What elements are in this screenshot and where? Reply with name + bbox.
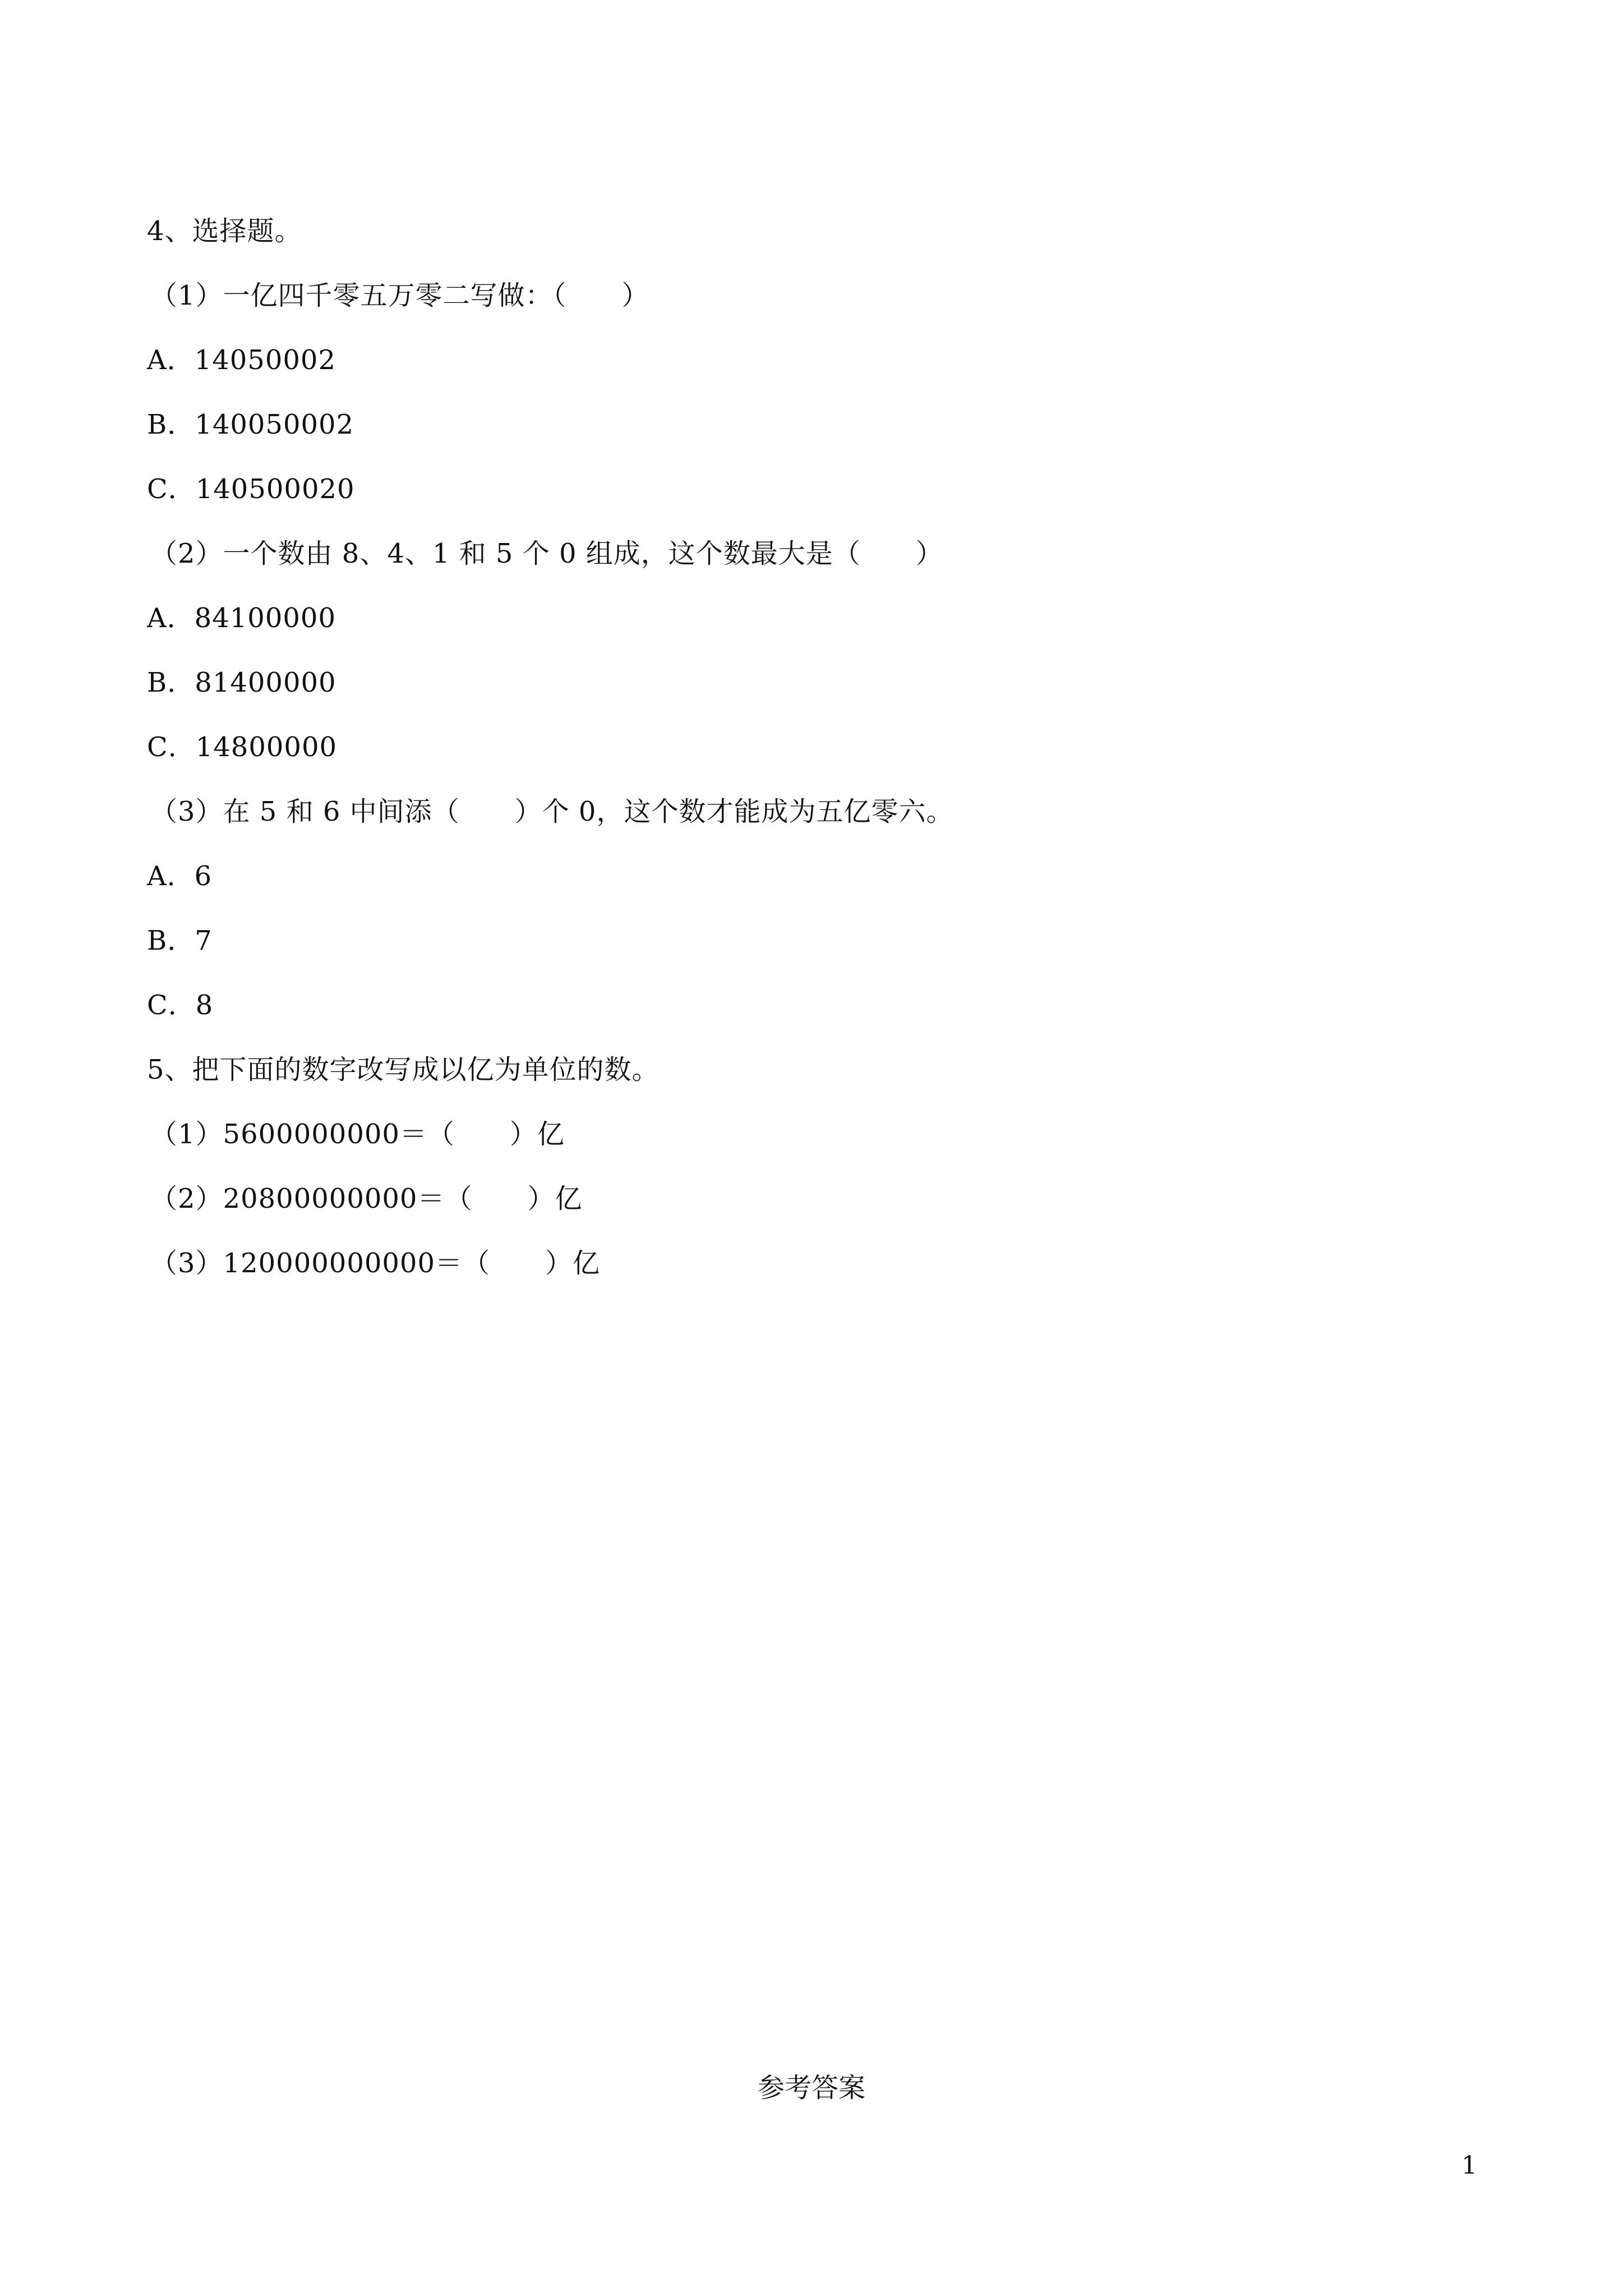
- option-4-3-c: C．8: [147, 990, 214, 1021]
- section-5-title: 5、把下面的数字改写成以亿为单位的数。: [147, 1054, 660, 1085]
- question-4-2-stem: （2）一个数由 8、4、1 和 5 个 0 组成，这个数最大是（ ）: [150, 538, 943, 569]
- question-5-1: （1）5600000000＝（ ）亿: [150, 1119, 565, 1150]
- option-4-1-c: C．140500020: [147, 473, 355, 505]
- option-4-2-a: A．84100000: [147, 602, 336, 634]
- question-4-3-stem: （3）在 5 和 6 中间添（ ）个 0，这个数才能成为五亿零六。: [150, 796, 954, 827]
- option-4-3-a: A．6: [147, 861, 213, 892]
- option-4-1-a: A．14050002: [147, 344, 336, 376]
- section-4-title: 4、选择题。: [147, 215, 302, 247]
- answer-section-title: 参考答案: [757, 2072, 865, 2104]
- option-4-1-b: B．140050002: [147, 409, 354, 440]
- option-4-3-b: B．7: [147, 925, 213, 956]
- question-4-1-stem: （1）一亿四千零五万零二写做：（ ）: [150, 280, 649, 311]
- option-4-2-b: B．81400000: [147, 667, 336, 698]
- page-number: 1: [1461, 2151, 1477, 2180]
- question-5-2: （2）20800000000＝（ ）亿: [150, 1183, 583, 1214]
- question-5-3: （3）120000000000＝（ ）亿: [150, 1248, 601, 1279]
- option-4-2-c: C．14800000: [147, 731, 338, 763]
